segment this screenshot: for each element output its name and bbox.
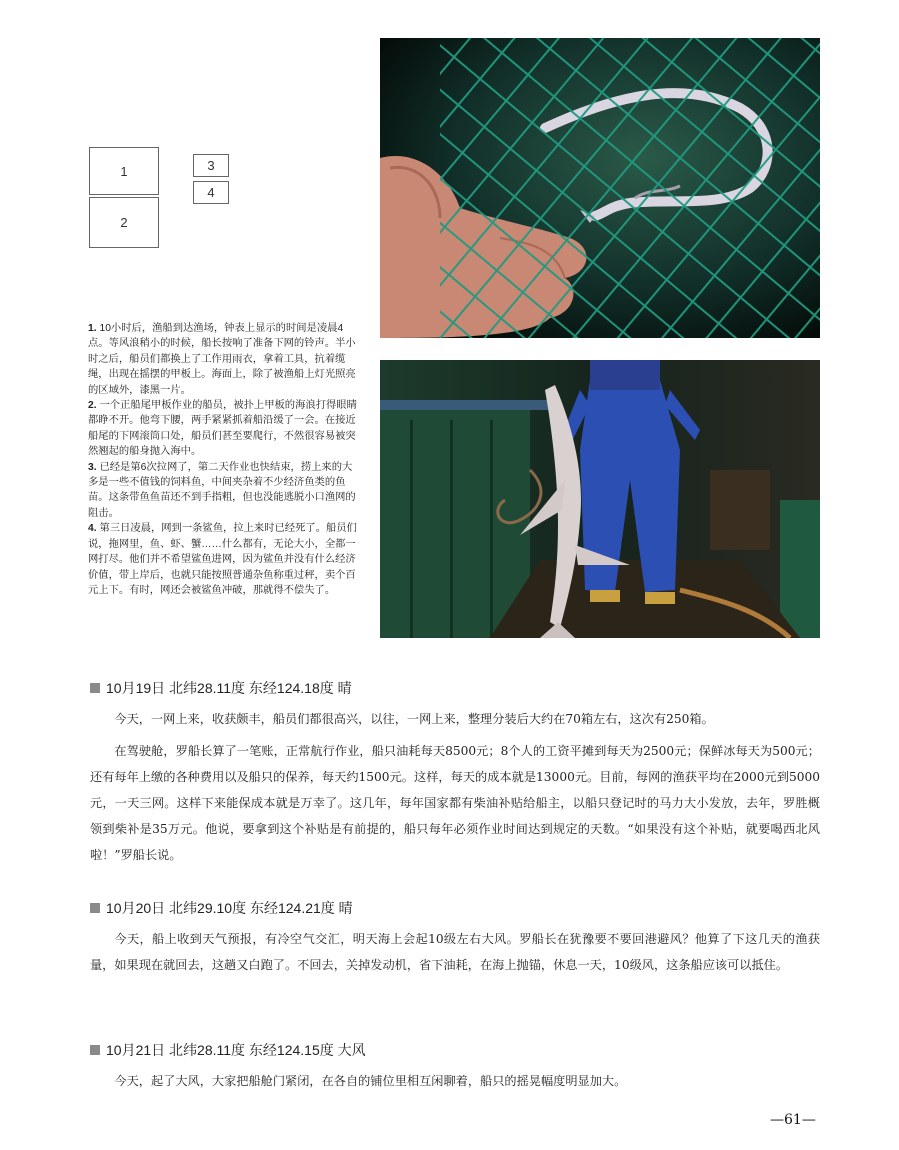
entry-heading-oct19: 10月19日 北纬28.11度 东经124.18度 晴 <box>90 678 352 698</box>
layout-key-box-4 <box>193 181 229 204</box>
layout-key-box-3 <box>193 154 229 177</box>
square-bullet-icon <box>90 1045 100 1055</box>
entry-paragraph: 今天，一网上来，收获颇丰，船员们都很高兴，以往，一网上来，整理分装后大约在70箱左右，这次有250箱。 <box>114 712 714 726</box>
layout-key-label: 3 <box>207 158 215 173</box>
layout-key-box-2 <box>89 197 159 248</box>
photo-fish-in-net <box>380 38 820 338</box>
entry-heading-oct21: 10月21日 北纬28.11度 东经124.15度 大风 <box>90 1040 366 1060</box>
square-bullet-icon <box>90 903 100 913</box>
photo-captions <box>88 321 360 598</box>
photo-shark-on-deck <box>380 360 820 638</box>
layout-key-label: 2 <box>120 215 128 230</box>
caption-3: 3. 已经是第6次拉网了，第二天作业也快结束，捞上来的大多是一些不值钱的饲料鱼，中间夹杂着不少经济鱼类的鱼苗。这条带鱼鱼苗还不到手指粗，但也没能逃脱小口渔网的阻击。 <box>88 461 356 519</box>
layout-key-label: 4 <box>207 185 215 200</box>
shark-photo-illustration <box>380 360 820 638</box>
page-number: —61— <box>770 1112 816 1128</box>
entry-heading-oct20: 10月20日 北纬29.10度 东经124.21度 晴 <box>90 898 353 918</box>
caption-2: 2. 一个正船尾甲板作业的船员，被扑上甲板的海浪打得眼睛都睁不开。他弯下腰，两手紧紧抓着船沿缓了一会。在接近船尾的下网滚筒口处，船员们甚至要爬行，不然很容易被突然翘起的船身抛入海中。 <box>88 400 357 458</box>
caption-4: 4. 第三日凌晨，网到一条鲨鱼，拉上来时已经死了。船员们说，拖网里，鱼、虾、蟹……什么都有，无论大小，全都一网打尽。他们并不希望鲨鱼进网，因为鲨鱼并没有什么经济价值，带上岸后，也就只能按照普通杂鱼称重过秤，卖个百元上下。有时，网还会被鲨鱼冲破，那就得不偿失了。 <box>88 523 357 596</box>
entry-paragraph: 今天，船上收到天气预报，有冷空气交汇，明天海上会起10级左右大风。罗船长在犹豫要不要回港避风？他算了下这几天的渔获量，如果现在就回去，这趟又白跑了。不回去，关掉发动机，省下油耗，在海上抛锚，休息一天，10级风，这条船应该可以抵住。 <box>90 932 820 972</box>
entry-paragraph: 今天，起了大风，大家把船舱门紧闭，在各自的铺位里相互闲聊着，船只的摇晃幅度明显加大。 <box>114 1074 627 1088</box>
layout-key-label: 1 <box>120 163 128 179</box>
layout-key-box-1 <box>89 147 159 195</box>
caption-1: 1. 10小时后，渔船到达渔场，钟表上显示的时间是凌晨4点。等风浪稍小的时候，船长按响了准备下网的铃声。半小时之后，船员们都换上了工作用雨衣，拿着工具，抗着缆绳，出现在摇摆的甲板上。海面上，除了被渔船上灯光照亮的区域外，漆黑一片。 <box>88 323 356 396</box>
square-bullet-icon <box>90 683 100 693</box>
net-photo-illustration <box>380 38 820 338</box>
entry-paragraph: 在驾驶舱，罗船长算了一笔账，正常航行作业，船只油耗每天8500元；8个人的工资平摊到每天为2500元；保鲜冰每天为500元；还有每年上缴的各种费用以及船只的保养，每天约1500元。这样，每天的成本就是13000元。目前，每网的渔获平均在2000元到5000元，一天三网。这样下来能保成本就是万幸了。这几年，每年国家都有柴油补贴给船主，以船只登记时的马力大小发放，去年，罗胜概领到柴补是35万元。他说，要拿到这个补贴是有前提的，船只每年必须作业时间达到规定的天数。“如果没有这个补贴，就要喝西北风啦！”罗船长说。 <box>90 744 820 862</box>
